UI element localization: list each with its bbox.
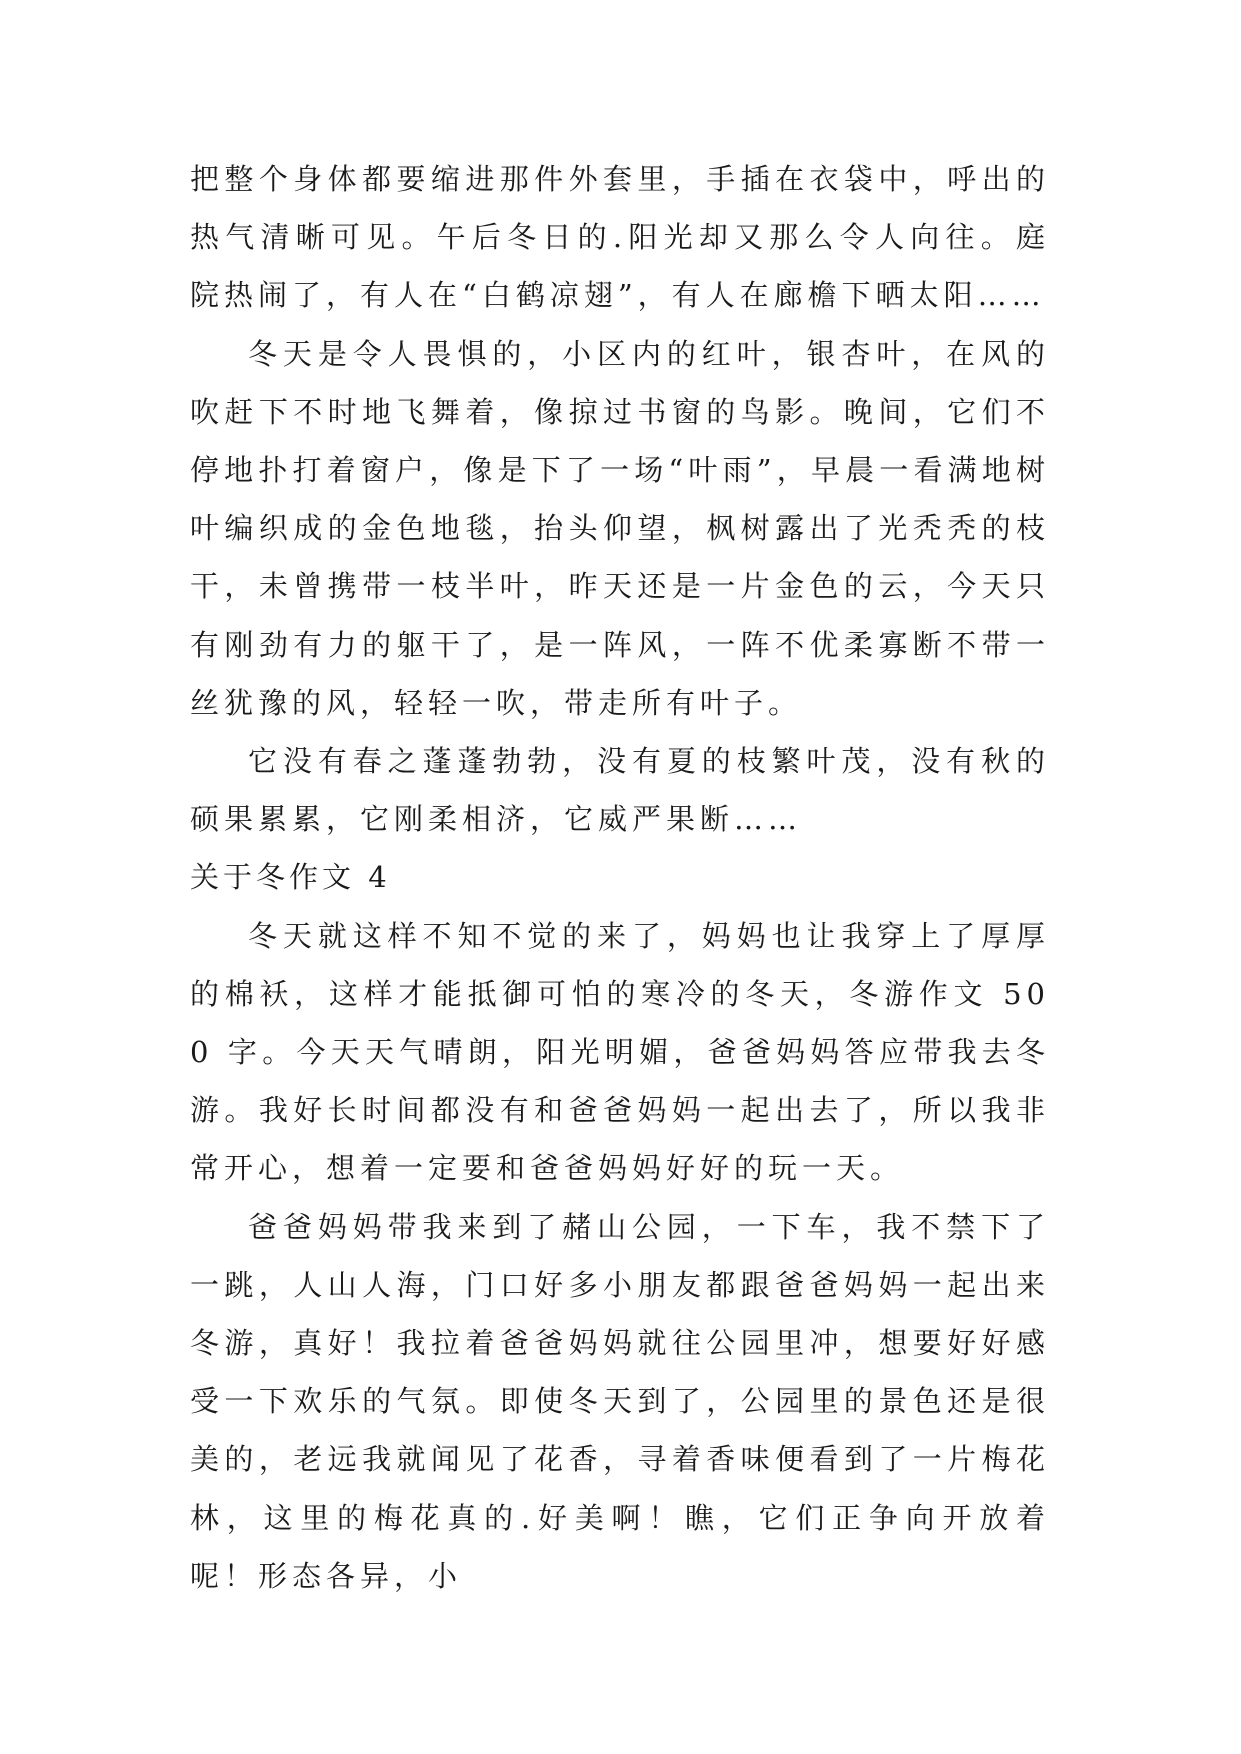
paragraph-1: 把整个身体都要缩进那件外套里，手插在衣袋中，呼出的热气清晰可见。午后冬日的.阳光却又那么令人向往。庭院热闹了，有人在“白鹤凉翅”，有人在廊檐下晒太阳…… — [190, 162, 1050, 313]
section-heading: 关于冬作文 4 — [190, 860, 391, 895]
paragraph-2: 冬天是令人畏惧的，小区内的红叶，银杏叶，在风的吹赶下不时地飞舞着，像掠过书窗的鸟影。晚间，它们不停地扑打着窗户，像是下了一场“叶雨”，早晨一看满地树叶编织成的金色地毯，抬头仰望，枫树露出了光秃秃的枝干，未曾携带一枝半叶，昨天还是一片金色的云，今天只有刚劲有力的躯干了，是一阵风，一阵不优柔寡断不带一丝犹豫的风，轻轻一吹，带走所有叶子。 — [190, 336, 1050, 720]
paragraph-5: 爸爸妈妈带我来到了赭山公园，一下车，我不禁下了一跳，人山人海，门口好多小朋友都跟爸爸妈妈一起出来冬游，真好！我拉着爸爸妈妈就往公园里冲，想要好好感受一下欢乐的气氛。即使冬天到了，公园里的景色还是很美的，老远我就闻见了花香，寻着香味便看到了一片梅花林，这里的梅花真的.好美啊！瞧，它们正争向开放着呢！形态各异，小 — [190, 1209, 1050, 1593]
document-body — [190, 150, 1050, 1605]
paragraph-4: 冬天就这样不知不觉的来了，妈妈也让我穿上了厚厚的棉袄，这样才能抵御可怕的寒冷的冬天，冬游作文 500 字。今天天气晴朗，阳光明媚，爸爸妈妈答应带我去冬游。我好长时间都没有和爸爸妈妈一起出去了，所以我非常开心，想着一定要和爸爸妈妈好好的玩一天。 — [190, 918, 1050, 1186]
paragraph-3: 它没有春之蓬蓬勃勃，没有夏的枝繁叶茂，没有秋的硕果累累，它刚柔相济，它威严果断…… — [190, 744, 1050, 837]
